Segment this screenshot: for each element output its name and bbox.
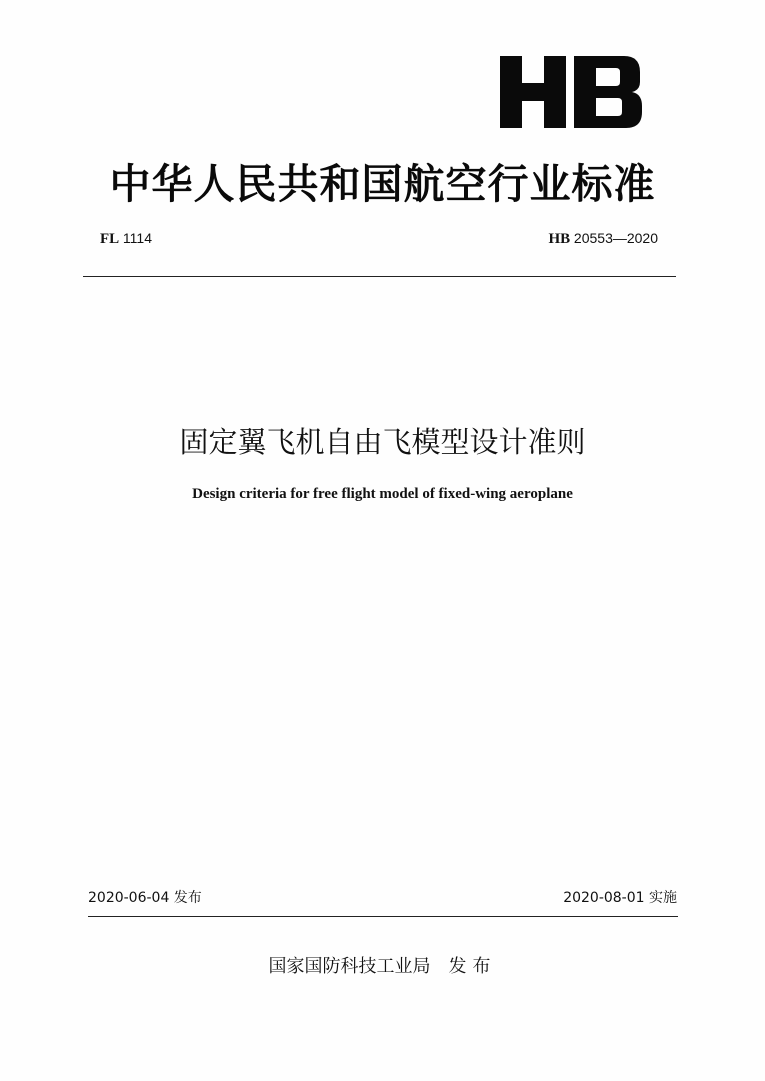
- classification-label: FL: [100, 231, 120, 247]
- header-divider: [83, 276, 676, 277]
- issuer-name: 国家国防科技工业局: [268, 956, 431, 977]
- implementation-date: 2020-08-01 实施: [563, 890, 677, 906]
- footer-divider: [88, 916, 678, 917]
- standard-number: [548, 230, 658, 248]
- classification-number: 1114: [122, 230, 152, 246]
- classification-code: [100, 230, 152, 248]
- hb-logo-icon: [500, 56, 642, 128]
- document-title-english: Design criteria for free flight model of fixed-wing aeroplane: [192, 486, 573, 502]
- document-title-chinese: 固定翼飞机自由飞模型设计准则: [179, 425, 586, 459]
- issuer-action: 发布: [448, 956, 497, 977]
- standard-number-value: 20553—2020: [573, 230, 658, 246]
- issuing-authority: [0, 952, 765, 978]
- standard-category-title: 中华人民共和国航空行业标准: [109, 160, 656, 208]
- hb-standard-logo: [500, 56, 642, 128]
- issue-date: 2020-06-04 发布: [88, 890, 202, 906]
- standard-number-label: HB: [548, 231, 571, 247]
